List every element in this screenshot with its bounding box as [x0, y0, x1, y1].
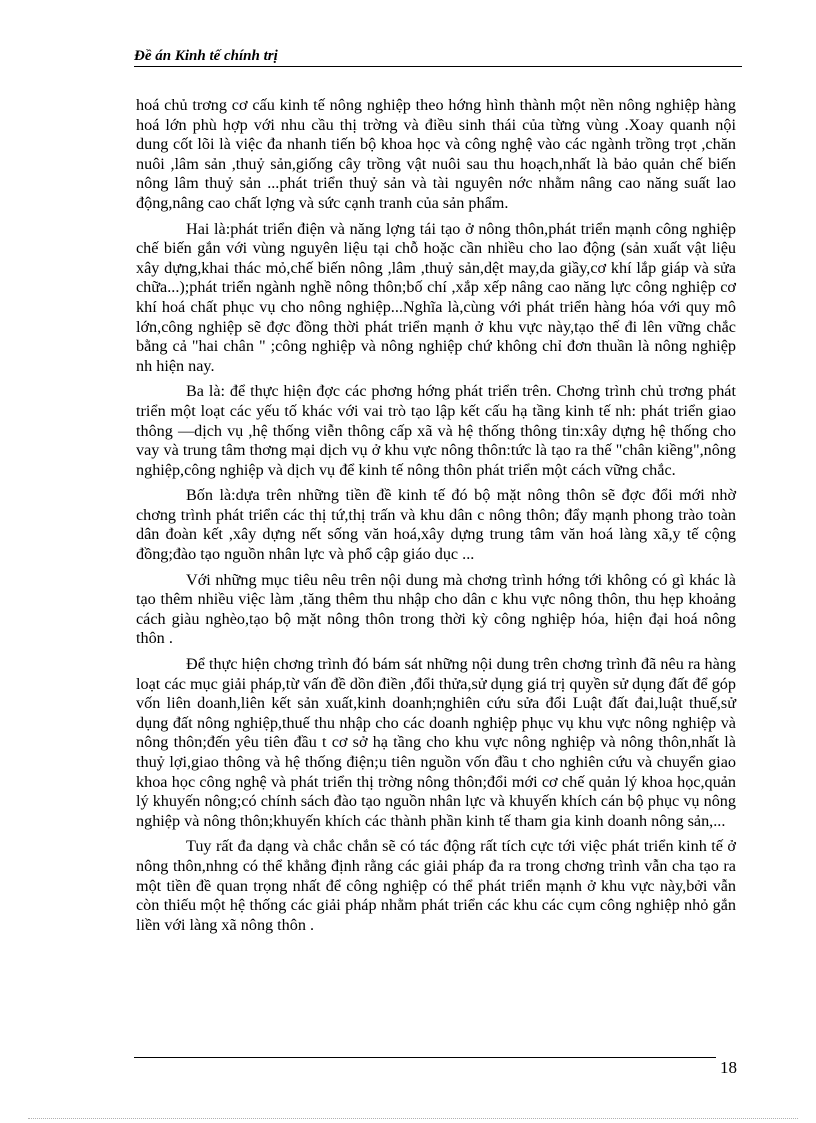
paragraph: Để thực hiện chơng trình đó bám sát những nội dung trên chơng trình đã nêu ra hàng loạt các mục giải pháp,từ vấn đề dồn điền ,đổi thửa,sử dụng giá trị quyền sử dụng đất để góp vốn liên doanh,liên kết sản xuất,kinh doanh;nghiên cứu sửa đổi Luật đất đai,luật thuế,sử dụng đất nông nghiệp,thuế thu nhập cho các doanh nghiệp phục vụ khu vực nông nghiệp và nông thôn;đến yêu tiên đầu t cơ sở hạ tầng cho khu vực nông nghiệp và nông thôn,nhất là thuỷ lợi,giao thông và hệ thống điện;u tiên nguồn vốn đầu t cho nghiên cứu và chuyển giao khoa học công nghệ và phát triển thị trờng nông thôn;đổi mới cơ chế quản lý khoa học,quản lý khuyến nông;có chính sách đào tạo nguồn nhân lực và khuyến khích cán bộ phục vụ nông nghiệp và nông thôn;khuyến khích các thành phần kinh tế tham gia kinh doanh nông sản,... — [136, 655, 736, 830]
running-header: Đề án Kinh tế chính trị — [134, 48, 278, 64]
body-text — [136, 96, 736, 941]
paragraph: Với những mục tiêu nêu trên nội dung mà chơng trình hớng tới không có gì khác là tạo thêm nhiều việc làm ,tăng thêm thu nhập cho dân c khu vực nông thôn, thu hẹp khoảng cách giàu nghèo,tạo bộ mặt nông thôn trong thời kỳ công nghiệp hóa, hiện đại hoá nông thôn . — [136, 570, 736, 648]
page-number: 18 — [720, 1058, 737, 1077]
paragraph: Tuy rất đa dạng và chắc chắn sẽ có tác động rất tích cực tới việc phát triển kinh tế ở nông thôn,nhng có thể khẳng định rằng các giải pháp đa ra trong chơng trình vẫn cha tạo ra một tiền đề quan trọng nhất để công nghiệp có thể phát triển mạnh ở khu vực này,bởi vẫn còn thiếu một hệ thống các giải pháp nhằm phát triển các khu các cụm công nghiệp nhỏ gắn liền với làng xã nông thôn . — [136, 837, 736, 934]
header-rule — [134, 66, 742, 67]
paragraph: Bốn là:dựa trên những tiền đề kinh tế đó bộ mặt nông thôn sẽ đợc đổi mới nhờ chơng trình phát triển các thị tứ,thị trấn và khu dân c nông thôn; đẩy mạnh phong trào toàn dân đoàn kết ,xây dựng nết sống văn hoá,xây dựng trung tâm văn hoá làng xã,y tế cộng đồng;đào tạo nguồn nhân lực và phổ cập giáo dục ... — [136, 486, 736, 564]
page-edge-dotted-line — [28, 1118, 798, 1119]
paragraph: hoá chủ trơng cơ cấu kinh tế nông nghiệp theo hớng hình thành một nền nông nghiệp hàng hoá lớn phù hợp với nhu cầu thị trờng và điều sinh thái của từng vùng .Xoay quanh nội dung cốt lõi là việc đa nhanh tiến bộ khoa học và công nghệ vào các ngành trồng trọt ,chăn nuôi ,lâm sản ,thuỷ sản,giống cây trồng vật nuôi sau thu hoạch,nhất là bảo quản chế biến nông lâm thuỷ sản ...phát triển thuỷ sản và tài nguyên nớc nhằm nâng cao năng suất lao động,nâng cao chất lợng và sức cạnh tranh của sản phẩm. — [136, 96, 736, 212]
paragraph: Hai là:phát triển điện và năng lợng tái tạo ở nông thôn,phát triển mạnh công nghiệp chế biến gắn với vùng nguyên liệu tại chỗ hoặc cần nhiều cho lao động (sản xuất vật liệu xây dựng,khai thác mỏ,chế biến nông ,lâm ,thuỷ sản,dệt may,da giầy,cơ khí lắp giáp và sửa chữa...);phát triển ngành nghề nông thôn;bố chí ,xắp xếp nâng cao năng lực công nghiệp cơ khí hoá chất phục vụ cho nông nghiệp...Nghĩa là,cùng với phát triển hàng hóa với quy mô lớn,công nghiệp sẽ đợc đồng thời phát triển mạnh ở khu vực này,tạo thế đi lên vững chắc bằng cả "hai chân " ;công nghiệp và nông nghiệp chứ không chỉ đơn thuần là nông nghiệp nh hiện nay. — [136, 219, 736, 375]
footer-rule — [134, 1057, 716, 1058]
paragraph: Ba là: để thực hiện đợc các phơng hớng phát triển trên. Chơng trình chủ trơng phát triển một loạt các yếu tố khác với vai trò tạo lập kết cấu hạ tầng kinh tế nh: phát triển giao thông —dịch vụ ,hệ thống viễn thông cấp xã và hệ thống thông tin:xây dựng hệ thống cho vay và trung tâm thơng mại dịch vụ ở khu vực nông thôn:tức là tạo ra thế "chân kiềng",nông nghiệp,công nghiệp và dịch vụ để kinh tế nông thôn phát triển một cách vững chắc. — [136, 382, 736, 479]
